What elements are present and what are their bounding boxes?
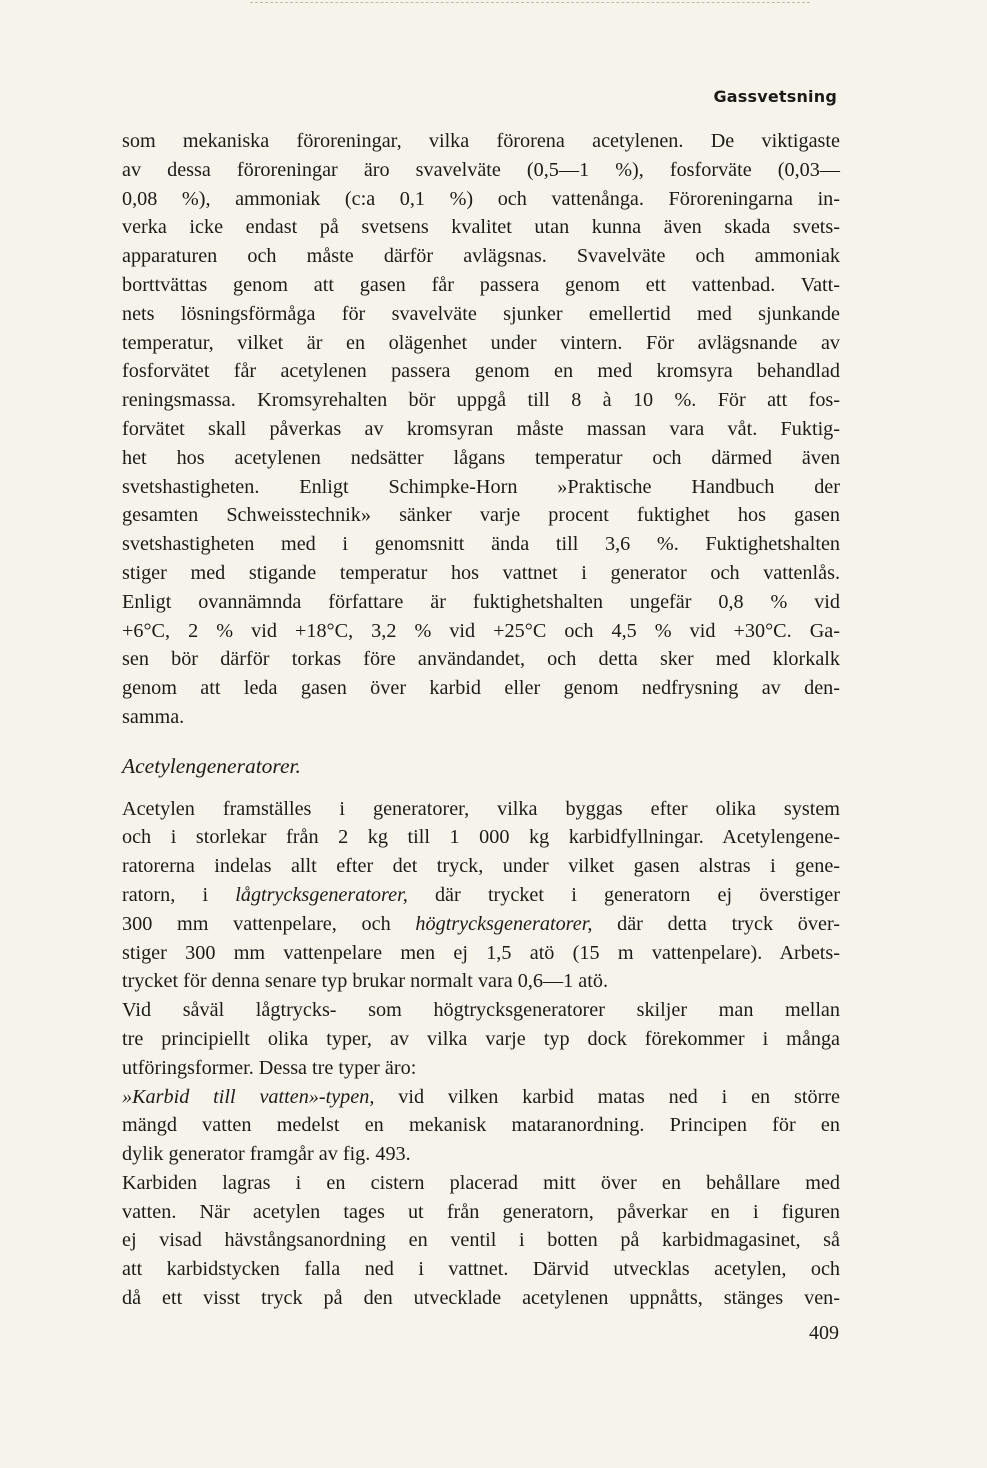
text-line: som mekaniska föroreningar, vilka förorena acetylenen. De viktigaste	[122, 130, 840, 152]
text-line	[122, 881, 840, 910]
paragraph-carbide-storage	[122, 1169, 840, 1313]
text-line: utföringsformer. Dessa tre typer äro:	[122, 1056, 417, 1079]
paragraph-impurities	[122, 127, 840, 732]
text-line	[122, 910, 840, 939]
text-line: ej visad hävstångsanordning en ventil i botten på karbidmagasinet, så	[122, 1229, 840, 1252]
text-line: fosforvätet får acetylenen passera genom en med kromsyra behandlad	[122, 360, 840, 383]
text-line: borttvättas genom att gasen får passera genom ett vattenbad. Vatt-	[122, 273, 840, 296]
running-header: Gassvetsning	[713, 87, 837, 106]
text-line: svetshastigheten med i genomsnitt ända till 3,6 %. Fuktighetshalten	[122, 533, 840, 556]
text-line: stiger med stigande temperatur hos vattnet i generator och vattenlås.	[122, 561, 840, 584]
paragraph-three-types	[122, 996, 840, 1082]
term-high-pressure: högtrycksgeneratorer,	[415, 912, 593, 935]
text-line: Karbiden lagras i en cistern placerad mitt över en behållare med	[122, 1171, 840, 1194]
text-line: tre principiellt olika typer, av vilka varje typ dock förekommer i många	[122, 1027, 840, 1050]
top-edge-rule	[250, 2, 810, 3]
paragraph-generators-intro	[122, 795, 840, 997]
paragraph-carbide-to-water	[122, 1083, 840, 1169]
text-run: vid vilken karbid matas ned i en större	[374, 1085, 840, 1108]
text-line: 0,08 %), ammoniak (c:a 0,1 %) och vattenånga. Föroreningarna in-	[122, 187, 840, 210]
text-line: temperatur, vilket är en olägenhet under vintern. För avlägsnande av	[122, 331, 840, 354]
text-line: verka icke endast på svetsens kvalitet utan kunna även skada svets-	[122, 216, 840, 239]
text-run: ratorn, i	[122, 883, 236, 906]
text-line: och i storlekar från 2 kg till 1 000 kg karbidfyllningar. Acetylengene-	[122, 826, 840, 849]
text-line: Vid såväl lågtrycks- som högtrycksgeneratorer skiljer man mellan	[122, 999, 840, 1022]
text-line: att karbidstycken falla ned i vattnet. Därvid utvecklas acetylen, och	[122, 1258, 840, 1281]
text-line: sen bör därför torkas före användandet, och detta sker med klorkalk	[122, 648, 840, 671]
body-text	[122, 127, 840, 1313]
section-heading: Acetylengeneratorer.	[122, 753, 301, 778]
text-line: het hos acetylenen nedsätter lågans temperatur och därmed även	[122, 446, 840, 469]
page-number: 409	[809, 1322, 839, 1344]
text-line: genom att leda gasen över karbid eller genom nedfrysning av den-	[122, 677, 840, 700]
text-line: Acetylen framställes i generatorer, vilka byggas efter olika system	[122, 797, 840, 820]
term-carbide-to-water: »Karbid till vatten»-typen,	[122, 1085, 375, 1108]
text-run: där trycket i generatorn ej överstiger	[407, 883, 840, 906]
term-low-pressure: lågtrycksgeneratorer,	[235, 883, 408, 906]
text-line: Enligt ovannämnda författare är fuktighetshalten ungefär 0,8 % vid	[122, 590, 840, 613]
text-line: reningsmassa. Kromsyrehalten bör uppgå till 8 à 10 %. För att fos-	[122, 389, 840, 412]
text-line: dylik generator framgår av fig. 493.	[122, 1143, 411, 1166]
text-run: 300 mm vattenpelare, och	[122, 912, 416, 935]
text-line: apparaturen och måste därför avlägsnas. Svavelväte och ammoniak	[122, 245, 840, 268]
text-line	[122, 1083, 840, 1112]
text-line: vatten. När acetylen tages ut från generatorn, påverkar en i figuren	[122, 1200, 840, 1223]
text-line: av dessa föroreningar äro svavelväte (0,5—1 %), fosforväte (0,03—	[122, 158, 840, 181]
text-line: forvätet skall påverkas av kromsyran måste massan vara våt. Fuktig-	[122, 417, 840, 440]
text-line: mängd vatten medelst en mekanisk mataranordning. Principen för en	[122, 1114, 840, 1137]
text-line: nets lösningsförmåga för svavelväte sjunker emellertid med sjunkande	[122, 302, 840, 325]
text-line: samma.	[122, 705, 185, 728]
text-line: stiger 300 mm vattenpelare men ej 1,5 atö (15 m vattenpelare). Arbets-	[122, 941, 840, 964]
text-line: +6°C, 2 % vid +18°C, 3,2 % vid +25°C och 4,5 % vid +30°C. Ga-	[122, 619, 840, 642]
text-run: där detta tryck över-	[592, 912, 840, 935]
text-line: gesamten Schweisstechnik» sänker varje procent fuktighet hos gasen	[122, 504, 840, 527]
text-line: svetshastigheten. Enligt Schimpke-Horn »Praktische Handbuch der	[122, 475, 840, 498]
text-line: ratorerna indelas allt efter det tryck, under vilket gasen alstras i gene-	[122, 855, 840, 878]
text-line: då ett visst tryck på den utvecklade acetylenen uppnåtts, stänges ven-	[122, 1287, 840, 1310]
text-line: trycket för denna senare typ brukar normalt vara 0,6—1 atö.	[122, 970, 608, 993]
